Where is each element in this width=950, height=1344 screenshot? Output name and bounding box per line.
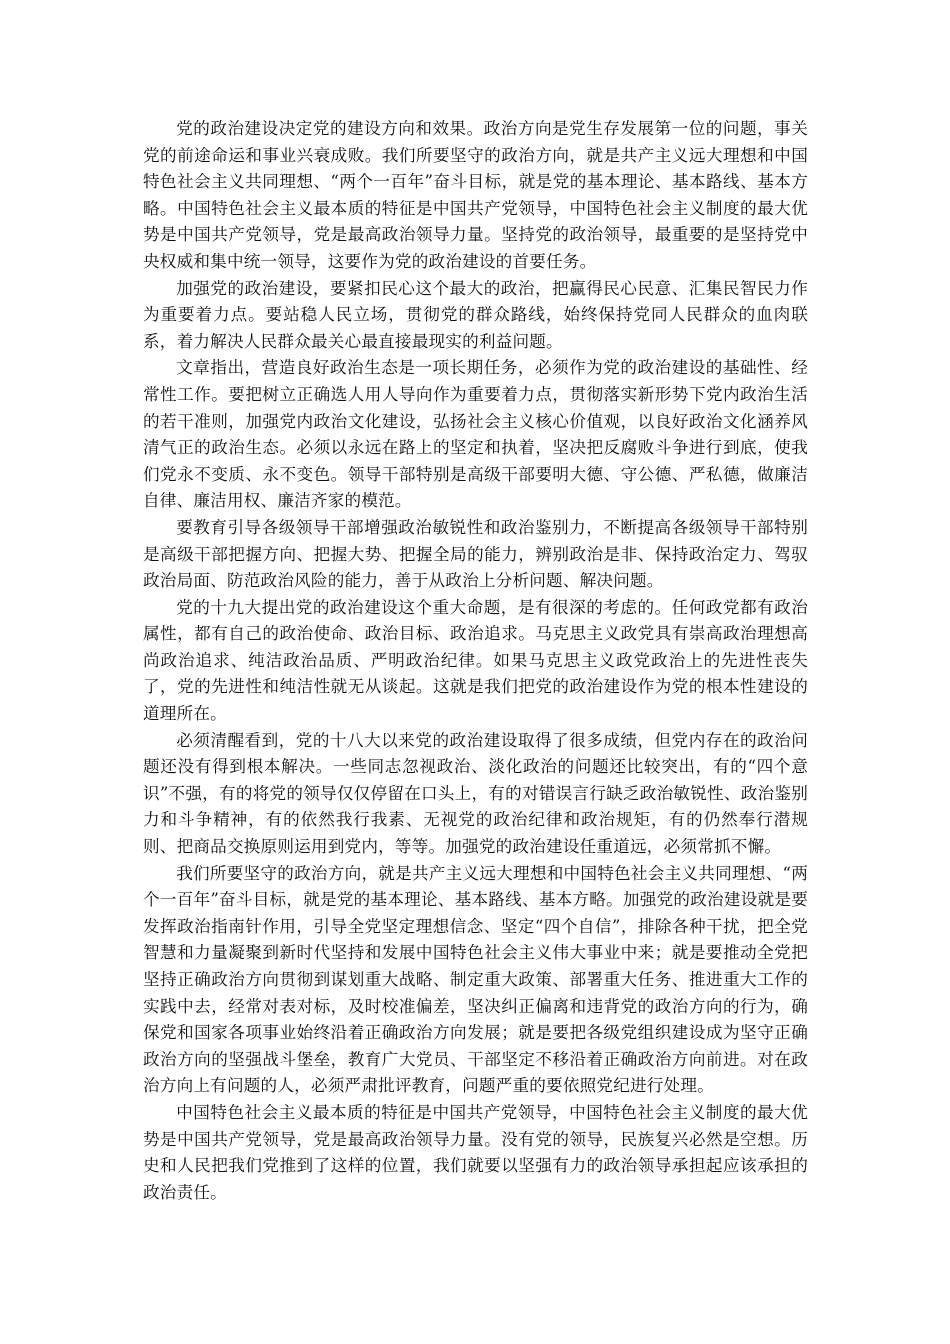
paragraph-4: 要教育引导各级领导干部增强政治敏锐性和政治鉴别力，不断提高各级领导干部特别是高级干部把握方向、把握大势、把握全局的能力，辨别政治是非、保持政治定力、驾驭政治局面、防范政治风险的能力，善于从政治上分析问题、解决问题。 [143,517,808,591]
document-body [143,116,808,1206]
paragraph-8: 中国特色社会主义最本质的特征是中国共产党领导，中国特色社会主义制度的最大优势是中国共产党领导，党是最高政治领导力量。没有党的领导，民族复兴必然是空想。历史和人民把我们党推到了这样的位置，我们就要以坚强有力的政治领导承担起应该承担的政治责任。 [143,1102,808,1202]
paragraph-1: 党的政治建设决定党的建设方向和效果。政治方向是党生存发展第一位的问题，事关党的前途命运和事业兴衰成败。我们所要坚守的政治方向，就是共产主义远大理想和中国特色社会主义共同理想、“两个一百年”奋斗目标，就是党的基本理论、基本路线、基本方略。中国特色社会主义最本质的特征是中国共产党领导，中国特色社会主义制度的最大优势是中国共产党领导，党是最高政治领导力量。坚持党的政治领导，最重要的是坚持党中央权威和集中统一领导，这要作为党的政治建设的首要任务。 [143,119,808,271]
paragraph-7: 我们所要坚守的政治方向，就是共产主义远大理想和中国特色社会主义共同理想、“两个一百年”奋斗目标，就是党的基本理论、基本路线、基本方略。加强党的政治建设就是要发挥政治指南针作用，引导全党坚定理想信念、坚定“四个自信”，排除各种干扰，把全党智慧和力量凝聚到新时代坚持和发展中国特色社会主义伟大事业中来；就是要推动全党把坚持正确政治方向贯彻到谋划重大战略、制定重大政策、部署重大任务、推进重大工作的实践中去，经常对表对标，及时校准偏差，坚决纠正偏离和违背党的政治方向的行为，确保党和国家各项事业始终沿着正确政治方向发展；就是要把各级党组织建设成为坚守正确政治方向的坚强战斗堡垒，教育广大党员、干部坚定不移沿着正确政治方向前进。对在政治方向上有问题的人，必须严肃批评教育，问题严重的要依照党纪进行处理。 [143,863,808,1096]
paragraph-6: 必须清醒看到，党的十八大以来党的政治建设取得了很多成绩，但党内存在的政治问题还没有得到根本解决。一些同志忽视政治、淡化政治的问题还比较突出，有的“四个意识”不强，有的将党的领导仅仅停留在口头上，有的对错误言行缺乏政治敏锐性、政治鉴别力和斗争精神，有的依然我行我素、无视党的政治纪律和政治规矩，有的仍然奉行潜规则、把商品交换原则运用到党内，等等。加强党的政治建设任重道远，必须常抓不懈。 [143,730,808,857]
paragraph-2: 加强党的政治建设，要紧扣民心这个最大的政治，把赢得民心民意、汇集民智民力作为重要着力点。要站稳人民立场，贯彻党的群众路线，始终保持党同人民群众的血肉联系，着力解决人民群众最关心最直接最现实的利益问题。 [143,278,808,351]
paragraph-5: 党的十九大提出党的政治建设这个重大命题，是有很深的考虑的。任何政党都有政治属性，都有自己的政治使命、政治目标、政治追求。马克思主义政党具有崇高政治理想高尚政治追求、纯洁政治品质、严明政治纪律。如果马克思主义政党政治上的先进性丧失了，党的先进性和纯洁性就无从谈起。这就是我们把党的政治建设作为党的根本性建设的道理所在。 [143,597,808,724]
paragraph-3: 文章指出，营造良好政治生态是一项长期任务，必须作为党的政治建设的基础性、经常性工作。要把树立正确选人用人导向作为重要着力点，贯彻落实新形势下党内政治生活的若干准则，加强党内政治文化建设，弘扬社会主义核心价值观，以良好政治文化涵养风清气正的政治生态。必须以永远在路上的坚定和执着，坚决把反腐败斗争进行到底，使我们党永不变质、永不变色。领导干部特别是高级干部要明大德、守公德、严私德，做廉洁自律、廉洁用权、廉洁齐家的模范。 [143,358,808,511]
